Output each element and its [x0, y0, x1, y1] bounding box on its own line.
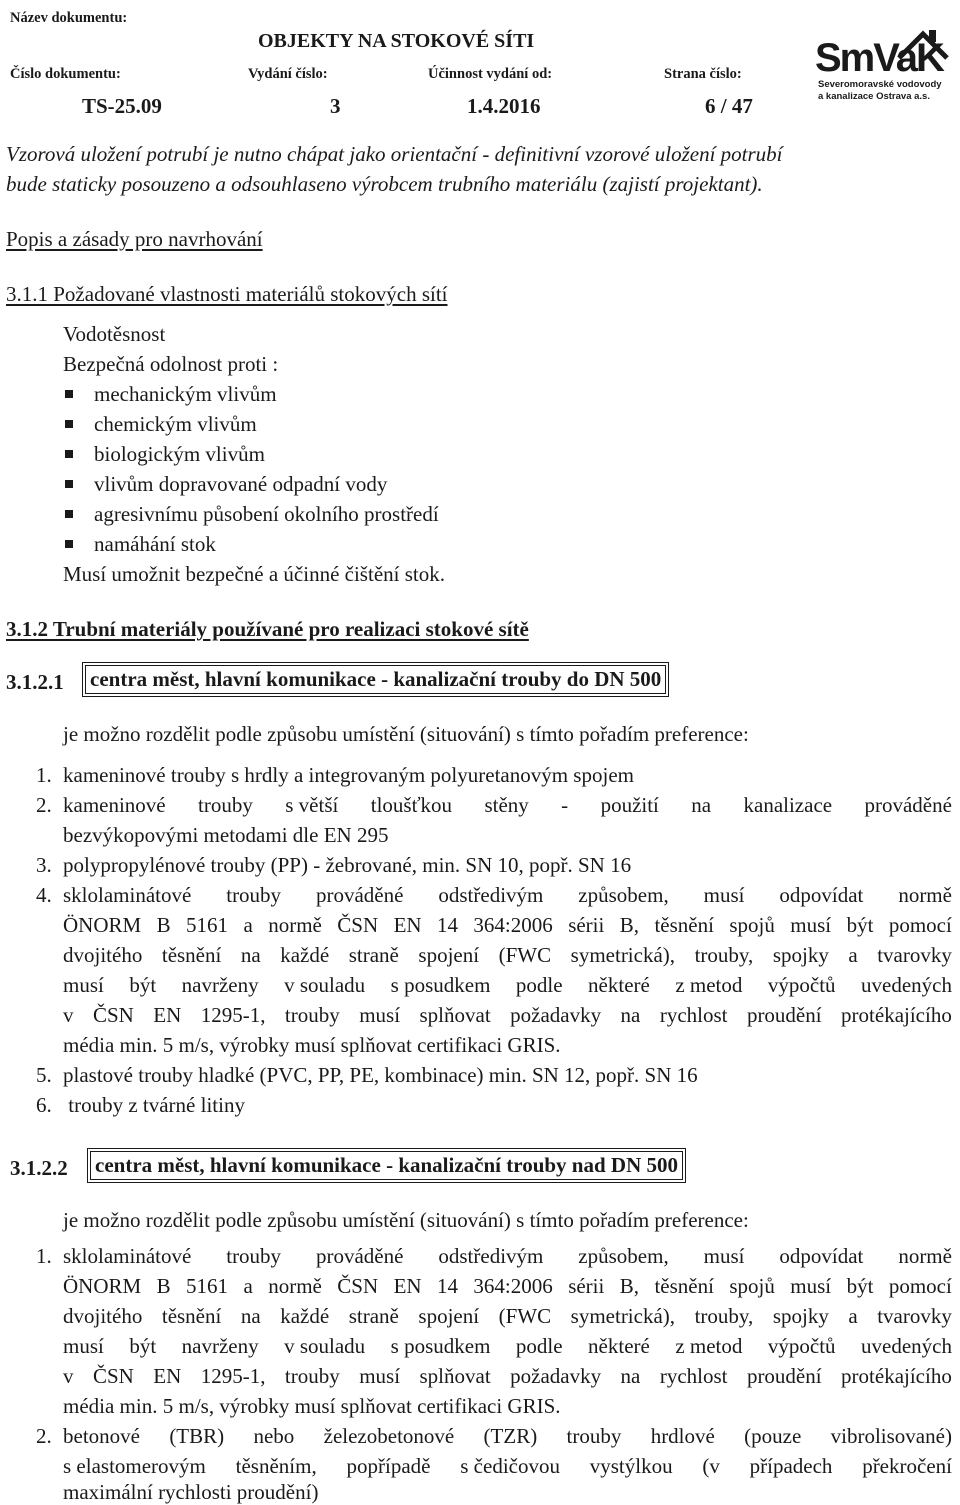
list-item: polypropylénové trouby (PP) - žebrované, min. SN 10, popř. SN 16: [63, 853, 632, 877]
bullet-icon: [65, 540, 73, 548]
list-item-continuation: bezvýkopovými metodami dle EN 295: [63, 823, 389, 847]
list-item: betonové (TBR) nebo železobetonové (TZR) trouby hrdlové (pouze vibrolisované): [63, 1424, 952, 1448]
effective-date: 1.4.2016: [467, 94, 541, 118]
property-resistance: Bezpečná odolnost proti :: [63, 352, 279, 376]
section-3-1-2-2-intro: je možno rozdělit podle způsobu umístění (situování) s tímto pořadím preference:: [63, 1208, 749, 1232]
list-item-continuation: musí být navrženy v souladu s posudkem podle některé z metod výpočtů uvedených: [63, 973, 952, 997]
list-item-continuation: v ČSN EN 1295-1, trouby musí splňovat požadavky na rychlost proudění protékajícího: [63, 1364, 952, 1388]
list-item: sklolaminátové trouby prováděné odstředivým způsobem, musí odpovídat normě: [63, 883, 952, 907]
intro-line-1: Vzorová uložení potrubí je nutno chápat jako orientační - definitivní vzorové uložení potrubí: [6, 142, 783, 166]
list-item-continuation: média min. 5 m/s, výrobky musí splňovat certifikaci GRIS.: [63, 1394, 561, 1418]
section-3-1-2-1-number: 3.1.2.1: [6, 670, 64, 694]
list-item: biologickým vlivům: [94, 442, 265, 466]
page-label: Strana číslo:: [664, 66, 742, 82]
list-number: 3.: [36, 853, 52, 877]
list-item-continuation: s elastomerovým těsněním, popřípadě s čedičovou vystýlkou (v případech překročení: [63, 1454, 952, 1478]
list-item-continuation: v ČSN EN 1295-1, trouby musí splňovat požadavky na rychlost proudění protékajícího: [63, 1003, 952, 1027]
section-3-1-1-title: 3.1.1 Požadované vlastnosti materiálů stokových sítí: [6, 282, 448, 306]
section-3-1-2-2-title: centra měst, hlavní komunikace - kanalizační trouby nad DN 500: [90, 1151, 683, 1180]
list-number: 2.: [36, 793, 52, 817]
logo-subtitle-2: a kanalizace Ostrava a.s.: [818, 91, 930, 102]
bullet-icon: [65, 510, 73, 518]
intro-line-2: bude staticky posouzeno a odsouhlaseno výrobcem trubního materiálu (zajistí projektant).: [6, 172, 763, 196]
doc-name: OBJEKTY NA STOKOVÉ SÍTI: [258, 30, 535, 52]
section-title: Popis a zásady pro navrhování: [6, 227, 263, 251]
bullet-icon: [65, 480, 73, 488]
list-item-continuation: dvojitého těsnění na každé straně spojení (FWC symetrická), trouby, spojky a tvarovky: [63, 1304, 952, 1328]
list-item: trouby z tvárné litiny: [63, 1093, 245, 1117]
edition-label: Vydání číslo:: [248, 66, 328, 82]
list-number: 1.: [36, 1244, 52, 1268]
list-item: sklolaminátové trouby prováděné odstředivým způsobem, musí odpovídat normě: [63, 1244, 952, 1268]
section-3-1-2-2-number: 3.1.2.2: [10, 1156, 68, 1180]
doc-no-label: Číslo dokumentu:: [10, 66, 121, 82]
list-item: plastové trouby hladké (PVC, PP, PE, kombinace) min. SN 12, popř. SN 16: [63, 1063, 698, 1087]
list-item: kameninové trouby s větší tloušťkou stěny - použití na kanalizace prováděné: [63, 793, 952, 817]
property-watertightness: Vodotěsnost: [63, 322, 166, 346]
list-item: kameninové trouby s hrdly a integrovaným polyuretanovým spojem: [63, 763, 634, 787]
list-item-continuation: ÖNORM B 5161 a normě ČSN EN 14 364:2006 sérii B, těsnění spojů musí být pomocí: [63, 1274, 952, 1298]
document-header: [0, 0, 960, 130]
logo-text: SmVaK: [815, 36, 943, 80]
list-item: mechanickým vlivům: [94, 382, 277, 406]
list-item-continuation: dvojitého těsnění na každé straně spojení (FWC symetrická), trouby, spojky a tvarovky: [63, 943, 952, 967]
list-number: 4.: [36, 883, 52, 907]
list-number: 1.: [36, 763, 52, 787]
list-number: 2.: [36, 1424, 52, 1448]
section-3-1-2-1-heading-box: [82, 662, 669, 697]
company-logo: [815, 28, 955, 110]
bullet-icon: [65, 420, 73, 428]
section-3-1-2-1-title: centra měst, hlavní komunikace - kanalizační trouby do DN 500: [85, 665, 666, 694]
list-number: 6.: [36, 1093, 52, 1117]
list-item: vlivům dopravované odpadní vody: [94, 472, 388, 496]
list-item: agresivnímu působení okolního prostředí: [94, 502, 439, 526]
section-3-1-2-2-heading-box: [87, 1148, 686, 1183]
logo-subtitle-1: Severomoravské vodovody: [818, 79, 942, 90]
doc-name-label: Název dokumentu:: [10, 10, 128, 26]
effective-label: Účinnost vydání od:: [428, 66, 553, 82]
list-number: 5.: [36, 1063, 52, 1087]
list-item-continuation: musí být navrženy v souladu s posudkem podle některé z metod výpočtů uvedených: [63, 1334, 952, 1358]
edition: 3: [330, 94, 341, 118]
section-3-1-2-1-intro: je možno rozdělit podle způsobu umístění (situování) s tímto pořadím preference:: [63, 722, 749, 746]
list-item-continuation: ÖNORM B 5161 a normě ČSN EN 14 364:2006 sérii B, těsnění spojů musí být pomocí: [63, 913, 952, 937]
list-item-continuation: maximální rychlosti proudění): [63, 1480, 319, 1504]
section-3-1-2-title: 3.1.2 Trubní materiály používané pro realizaci stokové sítě: [6, 617, 529, 641]
doc-no: TS-25.09: [82, 94, 162, 118]
list-item: chemickým vlivům: [94, 412, 257, 436]
list-item-continuation: média min. 5 m/s, výrobky musí splňovat certifikaci GRIS.: [63, 1033, 561, 1057]
bullet-icon: [65, 450, 73, 458]
closing-requirement: Musí umožnit bezpečné a účinné čištění stok.: [63, 562, 445, 586]
list-item: namáhání stok: [94, 532, 216, 556]
page-number: 6 / 47: [705, 94, 753, 118]
bullet-icon: [65, 390, 73, 398]
